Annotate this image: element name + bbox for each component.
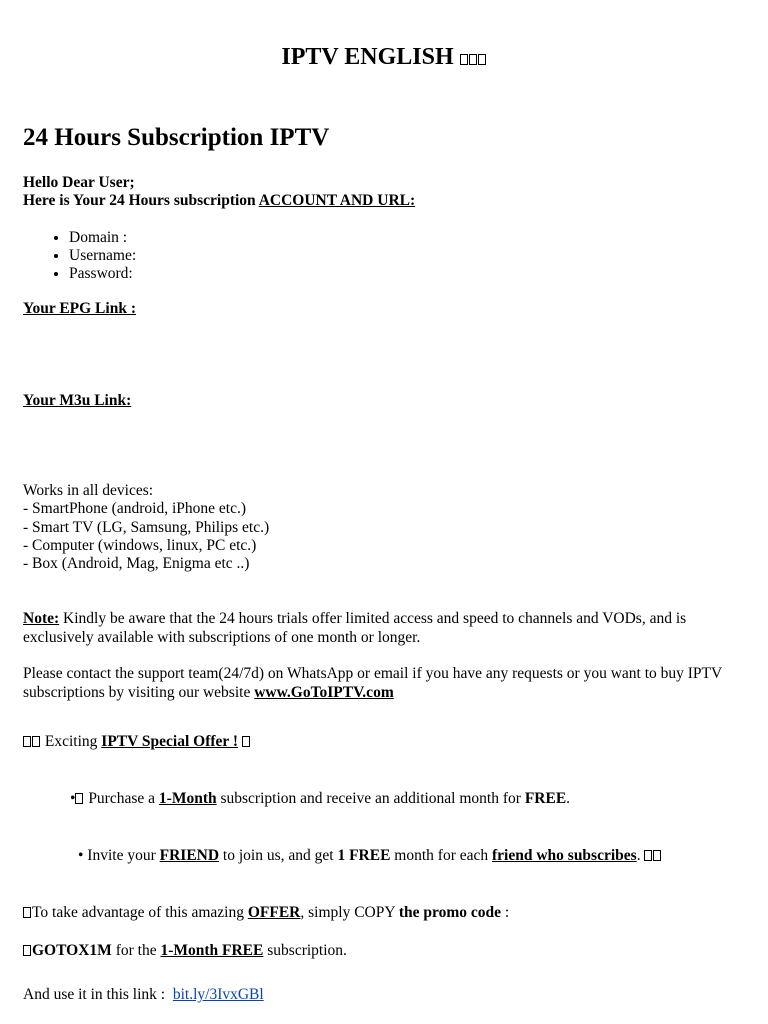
device-item: - Smart TV (LG, Samsung, Philips etc.): [23, 518, 270, 536]
note-paragraph: Note: Kindly be aware that the 24 hours trials offer limited access and speed to channels and VODs, and is exclusively available with subscriptions of one month or longer.: [23, 610, 687, 646]
m3u-link-label: Your M3u Link:: [23, 392, 132, 409]
offer-bullet-invite: • Invite your FRIEND to join us, and get 1 FREE month for each friend who subscribes.: [78, 847, 662, 865]
offer-link[interactable]: bit.ly/3IvxGBl: [172, 986, 264, 1003]
epg-link-label: Your EPG Link :: [23, 300, 136, 317]
device-item: - SmartPhone (android, iPhone etc.): [23, 500, 246, 518]
credentials-list: [23, 229, 136, 283]
greeting: Hello Dear User;: [23, 174, 135, 191]
credential-domain: • Domain :: [69, 229, 136, 247]
account-url-label: ACCOUNT AND URL:: [258, 192, 416, 209]
missing-glyph-icon: [23, 904, 32, 921]
page-heading: 24 Hours Subscription IPTV: [23, 124, 330, 151]
credential-password: • Password:: [69, 265, 136, 283]
promo-code-line: GOTOX1M for the 1-Month FREE subscription.: [23, 942, 347, 960]
intro-line: Here is Your 24 Hours subscription ACCOUNT AND URL:: [23, 192, 416, 209]
credential-username: • Username:: [69, 247, 136, 265]
devices-heading: Works in all devices:: [23, 482, 154, 499]
website-link[interactable]: www.GoToIPTV.com: [254, 684, 394, 701]
document-title: IPTV ENGLISH: [0, 44, 768, 71]
device-item: - Computer (windows, linux, PC etc.): [23, 536, 257, 554]
missing-glyph-icon: [644, 847, 662, 864]
devices-section: [23, 482, 269, 573]
missing-glyph-icon: [23, 942, 32, 959]
offer-bullet-purchase: • Purchase a 1-Month subscription and receive an additional month for FREE.: [70, 790, 571, 807]
offer-link-line: And use it in this link : bit.ly/3IvxGBl: [23, 986, 264, 1003]
missing-glyph-icon: [242, 733, 251, 750]
missing-glyph-icon: [23, 733, 41, 750]
note-label: Note:: [23, 610, 60, 627]
offer-heading: Exciting IPTV Special Offer !: [23, 733, 251, 751]
missing-glyph-icon: [460, 44, 487, 70]
contact-paragraph: Please contact the support team(24/7d) on WhatsApp or email if you have any requests or you want to buy IPTV subscriptions by visiting our website www.GoToIPTV.com: [23, 665, 722, 701]
device-item: - Box (Android, Mag, Enigma etc ..): [23, 555, 250, 573]
promo-code[interactable]: GOTOX1M: [32, 942, 112, 959]
offer-label: IPTV Special Offer !: [101, 733, 239, 750]
promo-instruction: To take advantage of this amazing OFFER, simply COPY the promo code :: [23, 904, 509, 922]
